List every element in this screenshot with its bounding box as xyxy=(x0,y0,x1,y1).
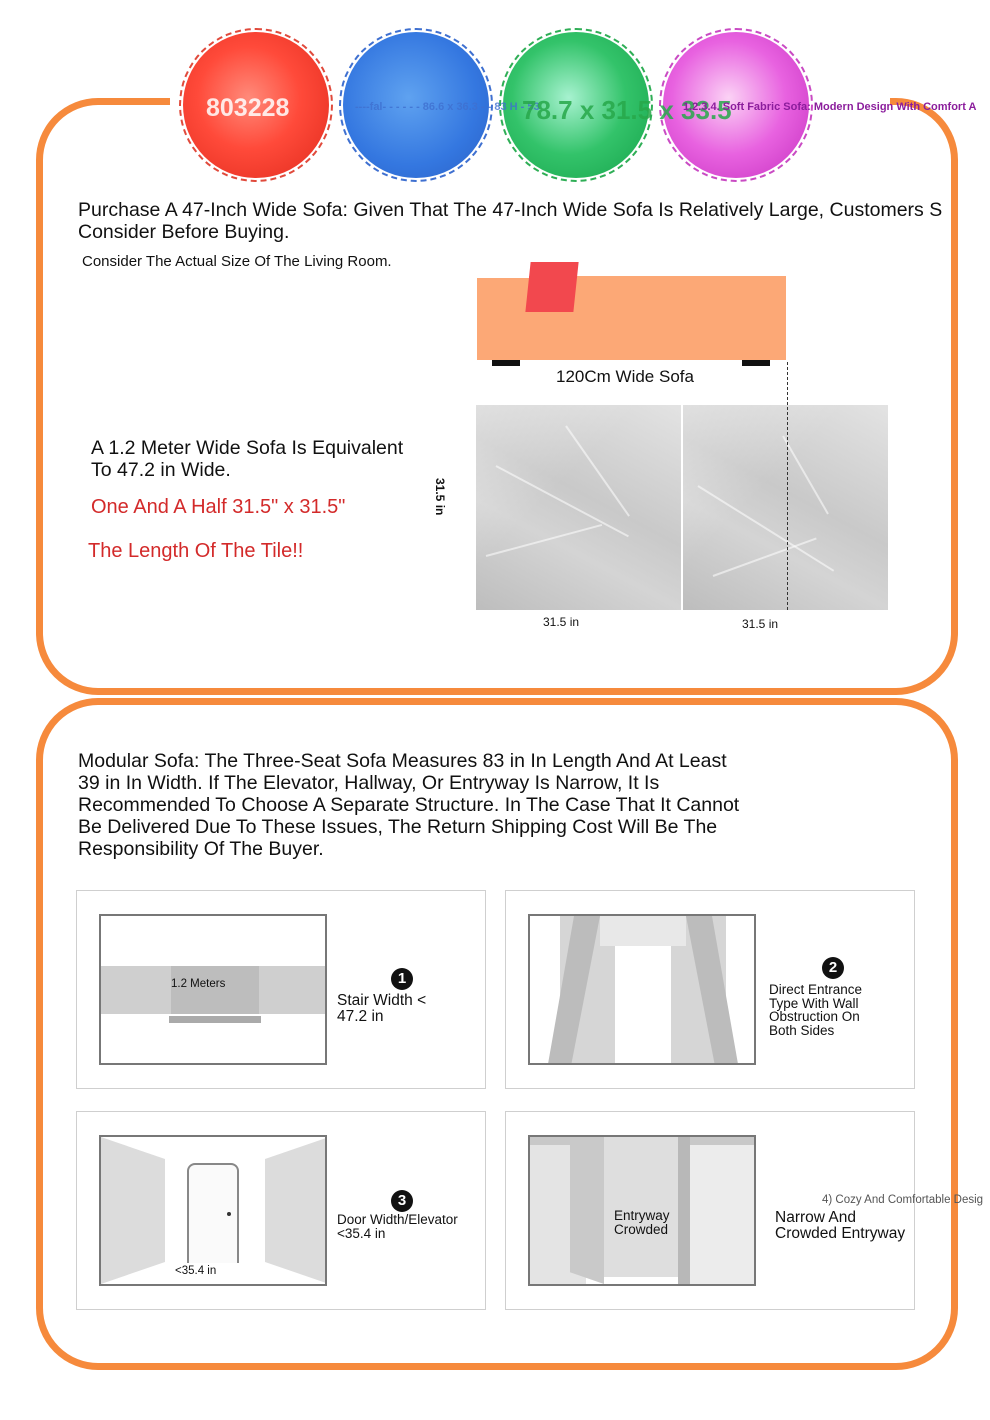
delivery-card-stairs xyxy=(76,890,486,1089)
entryway-illustration xyxy=(528,1135,756,1286)
equivalence-text: A 1.2 Meter Wide Sofa Is Equivalent To 47.2 in Wide. xyxy=(91,437,404,481)
step-number-2: 2 xyxy=(822,957,844,979)
section-1-subtitle: Consider The Actual Size Of The Living Room. xyxy=(82,253,392,270)
tile-1-width-label: 31.5 in xyxy=(543,615,580,629)
sofa-cushion xyxy=(525,262,578,312)
entryway-caption: Narrow And Crowded Entryway xyxy=(775,1209,906,1242)
sofa-illustration xyxy=(477,276,786,360)
step-number-3: 3 xyxy=(391,1190,413,1212)
door-width-label: <35.4 in xyxy=(175,1265,217,1277)
section-1-title: Purchase A 47-Inch Wide Sofa: Given That The 47-Inch Wide Sofa Is Relatively Large, Customers S Consider Before Buying. xyxy=(78,199,943,243)
stairs-width-label: 1.2 Meters xyxy=(171,978,226,990)
tile-length-emphasis: The Length Of The Tile!! xyxy=(88,540,304,562)
stairs-caption: Stair Width < 47.2 in xyxy=(337,992,427,1025)
sofa-back-gap xyxy=(477,260,529,278)
sofa-edge-dashed-line xyxy=(787,362,788,610)
sofa-width-label: 120Cm Wide Sofa xyxy=(556,367,694,386)
step-number-1: 1 xyxy=(391,968,413,990)
tile-2-width-label: 31.5 in xyxy=(742,617,779,631)
delivery-card-entryway xyxy=(505,1111,984,1310)
door-caption: Door Width/Elevator <35.4 in xyxy=(337,1212,458,1241)
stairs-illustration xyxy=(99,914,327,1065)
door-illustration xyxy=(99,1135,327,1286)
entryway-inner-label: Entryway Crowded xyxy=(614,1208,670,1237)
tile-comparison-text: One And A Half 31.5" x 31.5" xyxy=(91,496,346,518)
floor-tile-2 xyxy=(683,405,888,610)
entrance-illustration xyxy=(528,914,756,1065)
delivery-card-entrance xyxy=(505,890,915,1089)
sofa-leg-right xyxy=(742,360,770,366)
banner-ticker-dimensions: 78.7 x 31.5 x 33.5 xyxy=(522,95,732,125)
sofa-leg-left xyxy=(492,360,520,366)
section-2-title: Modular Sofa: The Three-Seat Sofa Measures 83 in In Length And At Least 39 in In Width. If The Elevator, Hallway, Or Entryway Is Narrow, It Is Recommended To Choose A Separate Structure. In The Case That It Cannot Be Delivered Due To These Issues, The Return Shipping Cost Will Be The Responsibility Of The Buyer. xyxy=(78,750,740,860)
circle-1-number: 803228 xyxy=(206,94,290,122)
tile-height-label: 31.5 in xyxy=(433,478,447,516)
overflow-note: 4) Cozy And Comfortable Desig xyxy=(822,1194,984,1206)
delivery-card-door xyxy=(76,1111,486,1310)
banner-ticker-small: ----fal- - - - - - 86.6 x 36.3 - - 83 H - 53 xyxy=(355,101,540,113)
entrance-caption: Direct Entrance Type With Wall Obstruction On Both Sides xyxy=(769,982,863,1038)
floor-tile-1 xyxy=(476,405,681,610)
banner-ticker-product: 1.2.3.4. Soft Fabric Sofa: Modern Design With Comfort A xyxy=(683,101,977,113)
